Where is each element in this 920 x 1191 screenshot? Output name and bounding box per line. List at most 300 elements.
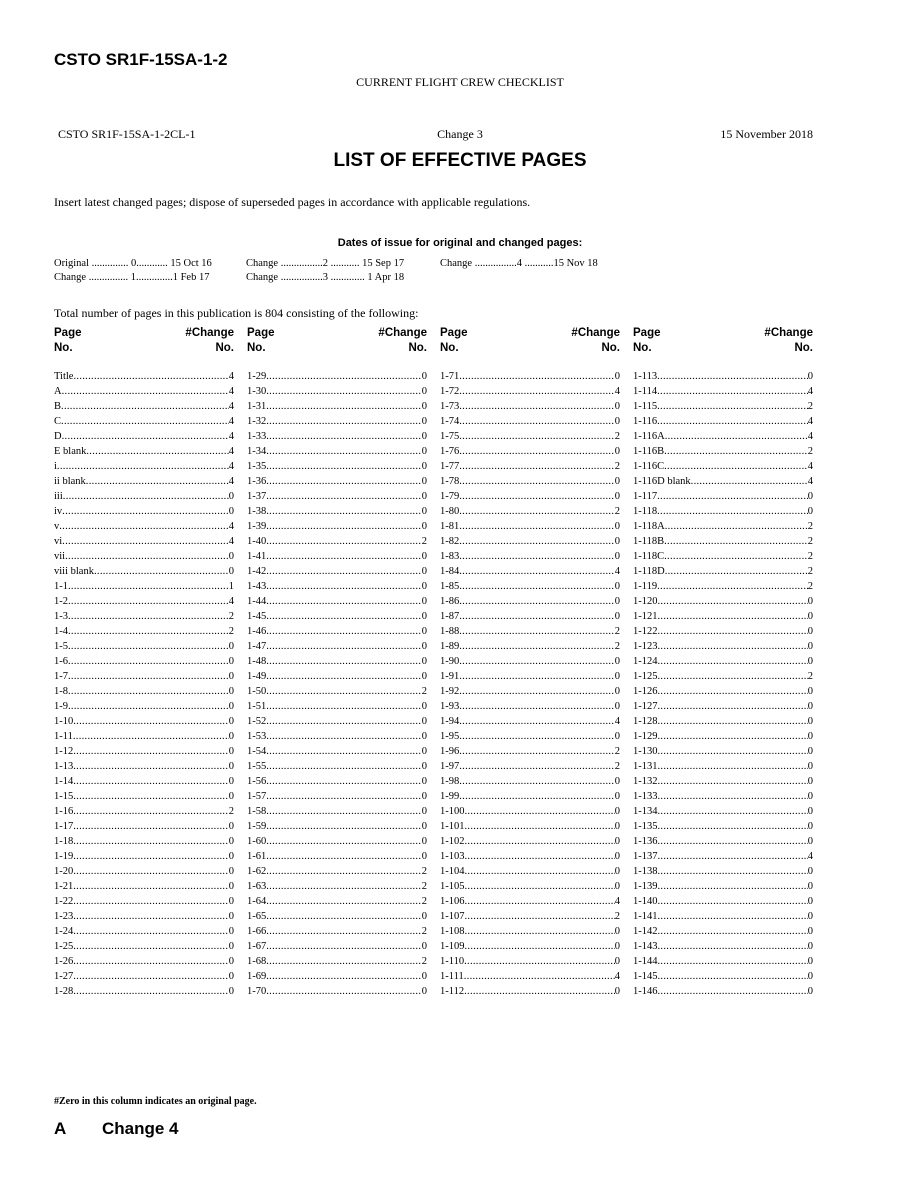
- dot-leader: [61, 399, 229, 414]
- dot-leader: [459, 444, 615, 459]
- page-footer: [54, 1119, 179, 1139]
- table-row: [54, 504, 234, 519]
- change-number: 0: [614, 596, 620, 607]
- dot-leader: [459, 759, 615, 774]
- table-row: [247, 879, 427, 894]
- change-number: 0: [807, 731, 813, 742]
- table-row: [440, 684, 620, 699]
- page-number: 1-80: [440, 506, 460, 517]
- change-number: 4: [228, 416, 234, 427]
- dot-leader: [266, 969, 422, 984]
- table-row: [54, 414, 234, 429]
- change-number: 0: [807, 971, 813, 982]
- change-number: 0: [228, 671, 234, 682]
- table-row: [54, 699, 234, 714]
- table-row: [440, 804, 620, 819]
- dot-leader: [86, 444, 228, 459]
- change-number: 0: [614, 671, 620, 682]
- table-row: [54, 759, 234, 774]
- table-row: [247, 819, 427, 834]
- table-row: [54, 579, 234, 594]
- dot-leader: [658, 924, 808, 939]
- page-number: 1-67: [247, 941, 267, 952]
- document-subtitle: CURRENT FLIGHT CREW CHECKLIST: [356, 75, 564, 89]
- table-row: [247, 939, 427, 954]
- page-number: 1-107: [440, 911, 465, 922]
- page-number: 1-133: [633, 791, 658, 802]
- change-number: 0: [421, 971, 427, 982]
- page-number: 1-102: [440, 836, 465, 847]
- table-row: [247, 654, 427, 669]
- change-number: 0: [614, 836, 620, 847]
- dot-leader: [658, 759, 808, 774]
- change-number: 0: [807, 491, 813, 502]
- dot-leader: [459, 684, 615, 699]
- change-number: 0: [807, 881, 813, 892]
- header-change-number: Change 3: [437, 127, 483, 141]
- page-column: [54, 326, 234, 999]
- page-number: 1-83: [440, 551, 460, 562]
- change-number: 0: [614, 446, 620, 457]
- change-number: 4: [228, 521, 234, 532]
- table-row: [54, 369, 234, 384]
- change-number: 0: [807, 371, 813, 382]
- column-header: [440, 326, 620, 356]
- page-number: 1-84: [440, 566, 460, 577]
- page-number: 1-57: [247, 791, 267, 802]
- page-number: 1-24: [54, 926, 74, 937]
- page-number: 1-5: [54, 641, 68, 652]
- change-number: 2: [614, 431, 620, 442]
- page-number: 1-104: [440, 866, 465, 877]
- page-title: LIST OF EFFECTIVE PAGES: [333, 150, 587, 171]
- page-number: 1-85: [440, 581, 460, 592]
- issue-date-entry: Change ................3 ............. 1 Apr 18: [246, 272, 405, 283]
- change-number: 0: [807, 866, 813, 877]
- table-row: [247, 774, 427, 789]
- change-number: 0: [228, 836, 234, 847]
- dot-leader: [459, 639, 615, 654]
- dot-leader: [465, 804, 615, 819]
- page-number: 1-77: [440, 461, 460, 472]
- change-number: 0: [614, 491, 620, 502]
- change-number: 4: [807, 416, 813, 427]
- page-number: 1-103: [440, 851, 465, 862]
- table-row: [633, 654, 813, 669]
- page-number: 1-51: [247, 701, 267, 712]
- page-number: 1-50: [247, 686, 267, 697]
- dot-leader: [68, 654, 229, 669]
- table-row: [633, 519, 813, 534]
- table-row: [54, 714, 234, 729]
- column-header: [633, 326, 813, 356]
- issue-dates-column: [54, 257, 212, 285]
- dot-leader: [73, 774, 229, 789]
- dot-leader: [657, 399, 808, 414]
- table-row: [54, 864, 234, 879]
- change-number: 0: [421, 821, 427, 832]
- table-row: [633, 489, 813, 504]
- table-row: [247, 639, 427, 654]
- table-row: [440, 489, 620, 504]
- table-row: [54, 669, 234, 684]
- dot-leader: [658, 774, 808, 789]
- page-number: 1-12: [54, 746, 74, 757]
- page-number: 1-30: [247, 386, 267, 397]
- change-number: 0: [807, 836, 813, 847]
- table-row: [440, 669, 620, 684]
- page-number: 1-55: [247, 761, 267, 772]
- dot-leader: [68, 669, 229, 684]
- table-row: [440, 789, 620, 804]
- table-row: [247, 894, 427, 909]
- page-number: iv: [54, 506, 63, 517]
- table-row: [633, 819, 813, 834]
- dot-leader: [459, 609, 615, 624]
- dot-leader: [266, 549, 422, 564]
- page-number: 1-139: [633, 881, 658, 892]
- table-row: [247, 489, 427, 504]
- table-row: [54, 534, 234, 549]
- change-number: 0: [228, 776, 234, 787]
- dot-leader: [266, 789, 422, 804]
- dot-leader: [73, 954, 229, 969]
- dot-leader: [266, 384, 422, 399]
- dot-leader: [57, 459, 229, 474]
- dot-leader: [459, 774, 615, 789]
- page-number: iii: [54, 491, 63, 502]
- page-number: 1-131: [633, 761, 658, 772]
- dot-leader: [658, 729, 808, 744]
- table-row: [247, 624, 427, 639]
- dot-leader: [459, 654, 615, 669]
- dot-leader: [465, 879, 615, 894]
- page-number: 1-118: [633, 506, 658, 517]
- dot-leader: [657, 504, 808, 519]
- page-number: 1-72: [440, 386, 460, 397]
- footer-change: Change 4: [102, 1119, 179, 1138]
- page-number: 1-4: [54, 626, 68, 637]
- dot-leader: [68, 639, 229, 654]
- table-row: [54, 399, 234, 414]
- dot-leader: [658, 699, 808, 714]
- dates-heading: Dates of issue for original and changed pages:: [337, 237, 583, 249]
- change-number: 0: [228, 791, 234, 802]
- table-row: [440, 369, 620, 384]
- dot-leader: [465, 864, 615, 879]
- page-number: C: [54, 416, 62, 427]
- dot-leader: [86, 474, 229, 489]
- dot-leader: [73, 969, 229, 984]
- page-number: 1-35: [247, 461, 267, 472]
- table-row: [633, 969, 813, 984]
- page-number: 1-11: [54, 731, 73, 742]
- column-header-change: #Change No.: [378, 327, 427, 354]
- issue-date-entry: Change ............... 1..............1 Feb 17: [54, 272, 210, 283]
- page-number: 1-23: [54, 911, 74, 922]
- change-number: 0: [807, 821, 813, 832]
- dot-leader: [68, 579, 229, 594]
- table-row: [247, 474, 427, 489]
- change-number: 0: [807, 701, 813, 712]
- dot-leader: [68, 699, 229, 714]
- dot-leader: [459, 714, 615, 729]
- page-number: 1-91: [440, 671, 460, 682]
- page-number: 1-8: [54, 686, 68, 697]
- change-number: 4: [228, 371, 234, 382]
- change-number: 0: [421, 671, 427, 682]
- table-row: [54, 594, 234, 609]
- dot-leader: [73, 804, 229, 819]
- page-number: A: [54, 386, 62, 397]
- dot-leader: [465, 909, 615, 924]
- change-number: 4: [228, 476, 234, 487]
- change-number: 0: [807, 806, 813, 817]
- total-pages-text: Total number of pages in this publication is 804 consisting of the following:: [54, 306, 419, 320]
- dot-leader: [266, 729, 422, 744]
- table-row: [440, 414, 620, 429]
- dot-leader: [266, 864, 422, 879]
- table-row: [633, 594, 813, 609]
- dot-leader: [658, 969, 808, 984]
- table-row: [633, 924, 813, 939]
- change-number: 0: [421, 596, 427, 607]
- page-number: 1-140: [633, 896, 658, 907]
- table-row: [247, 609, 427, 624]
- dot-leader: [266, 489, 422, 504]
- dot-leader: [73, 864, 229, 879]
- page-number: 1-142: [633, 926, 658, 937]
- page-number: 1-54: [247, 746, 267, 757]
- table-row: [633, 429, 813, 444]
- table-row: [247, 969, 427, 984]
- dot-leader: [665, 564, 808, 579]
- change-number: 0: [228, 911, 234, 922]
- change-number: 1: [228, 581, 234, 592]
- dot-leader: [665, 519, 808, 534]
- table-row: [440, 594, 620, 609]
- table-row: [54, 549, 234, 564]
- page-number: 1-19: [54, 851, 74, 862]
- page-number: 1-95: [440, 731, 460, 742]
- table-row: [440, 969, 620, 984]
- page-number: 1-60: [247, 836, 267, 847]
- dot-leader: [266, 519, 422, 534]
- change-number: 0: [614, 476, 620, 487]
- table-row: [54, 459, 234, 474]
- change-number: 0: [228, 986, 234, 997]
- dot-leader: [266, 594, 422, 609]
- change-number: 4: [228, 536, 234, 547]
- dot-leader: [664, 459, 808, 474]
- issue-date-entry: Change ................4 ...........15 Nov 18: [440, 258, 598, 269]
- table-row: [440, 609, 620, 624]
- dot-leader: [459, 459, 615, 474]
- page-number: 1-13: [54, 761, 74, 772]
- change-number: 0: [228, 851, 234, 862]
- table-row: [633, 474, 813, 489]
- dot-leader: [657, 369, 808, 384]
- table-row: [440, 459, 620, 474]
- table-row: [247, 534, 427, 549]
- table-row: [247, 909, 427, 924]
- dot-leader: [657, 414, 808, 429]
- dot-leader: [68, 684, 229, 699]
- table-row: [440, 879, 620, 894]
- dot-leader: [266, 924, 422, 939]
- table-row: [54, 789, 234, 804]
- change-number: 0: [228, 956, 234, 967]
- dot-leader: [62, 429, 229, 444]
- page-number: 1-105: [440, 881, 465, 892]
- page-number: 1-75: [440, 431, 460, 442]
- page-number: 1-134: [633, 806, 658, 817]
- table-row: [440, 384, 620, 399]
- page-number: 1-68: [247, 956, 267, 967]
- page-number: 1-52: [247, 716, 267, 727]
- page-number: 1-96: [440, 746, 460, 757]
- change-number: 0: [228, 746, 234, 757]
- table-row: [633, 564, 813, 579]
- change-number: 2: [421, 686, 427, 697]
- dot-leader: [73, 909, 229, 924]
- column-header-change: #Change No.: [764, 327, 813, 354]
- dot-leader: [459, 729, 615, 744]
- page-number: 1-27: [54, 971, 74, 982]
- table-row: [54, 849, 234, 864]
- dot-leader: [459, 519, 615, 534]
- change-number: 0: [228, 656, 234, 667]
- table-row: [440, 474, 620, 489]
- table-row: [54, 939, 234, 954]
- change-number: 0: [807, 656, 813, 667]
- dot-leader: [657, 384, 808, 399]
- dot-leader: [266, 714, 422, 729]
- page-number: 1-59: [247, 821, 267, 832]
- dot-leader: [73, 879, 229, 894]
- page-number: 1-1: [54, 581, 68, 592]
- change-number: 2: [614, 761, 620, 772]
- table-row: [54, 834, 234, 849]
- change-number: 0: [421, 371, 427, 382]
- dot-leader: [266, 774, 422, 789]
- dot-leader: [266, 504, 422, 519]
- page-number: 1-26: [54, 956, 74, 967]
- table-row: [247, 684, 427, 699]
- dot-leader: [73, 849, 229, 864]
- change-number: 0: [807, 596, 813, 607]
- table-row: [247, 579, 427, 594]
- dot-leader: [266, 564, 422, 579]
- page-number: 1-117: [633, 491, 658, 502]
- change-number: 0: [228, 566, 234, 577]
- dot-leader: [73, 789, 229, 804]
- table-row: [247, 924, 427, 939]
- table-row: [54, 564, 234, 579]
- change-number: 4: [614, 566, 620, 577]
- page-number: 1-46: [247, 626, 267, 637]
- dot-leader: [266, 684, 422, 699]
- dot-leader: [62, 504, 229, 519]
- table-row: [247, 714, 427, 729]
- table-row: [54, 489, 234, 504]
- dot-leader: [459, 549, 615, 564]
- table-row: [633, 504, 813, 519]
- dot-leader: [459, 744, 615, 759]
- dot-leader: [459, 429, 615, 444]
- page-column: [247, 326, 427, 999]
- table-row: [440, 864, 620, 879]
- table-row: [633, 624, 813, 639]
- table-row: [54, 474, 234, 489]
- dot-leader: [266, 474, 422, 489]
- page-number: 1-32: [247, 416, 267, 427]
- page-number: 1-143: [633, 941, 658, 952]
- page-number: 1-10: [54, 716, 74, 727]
- table-row: [54, 984, 234, 999]
- page-number: 1-44: [247, 596, 267, 607]
- dot-leader: [73, 759, 229, 774]
- dot-leader: [664, 444, 808, 459]
- change-number: 0: [228, 971, 234, 982]
- page-column: [440, 326, 620, 999]
- page-number: 1-62: [247, 866, 267, 877]
- column-header-change: #Change No.: [571, 327, 620, 354]
- dot-leader: [266, 444, 422, 459]
- change-number: 2: [807, 446, 813, 457]
- change-number: 0: [614, 731, 620, 742]
- dot-leader: [266, 414, 422, 429]
- change-number: 2: [614, 461, 620, 472]
- dot-leader: [68, 594, 229, 609]
- page-number: 1-3: [54, 611, 68, 622]
- table-row: [54, 879, 234, 894]
- page-number: 1-116A: [633, 431, 665, 442]
- dot-leader: [464, 984, 615, 999]
- change-number: 0: [807, 791, 813, 802]
- change-number: 0: [614, 956, 620, 967]
- page-number: 1-144: [633, 956, 658, 967]
- table-row: [633, 579, 813, 594]
- dot-leader: [266, 834, 422, 849]
- page-number: 1-97: [440, 761, 460, 772]
- dot-leader: [658, 864, 808, 879]
- change-number: 0: [228, 491, 234, 502]
- table-row: [440, 939, 620, 954]
- change-number: 0: [807, 986, 813, 997]
- table-row: [440, 774, 620, 789]
- page-number: 1-129: [633, 731, 658, 742]
- dot-leader: [266, 609, 422, 624]
- page-number: 1-22: [54, 896, 74, 907]
- change-number: 2: [228, 806, 234, 817]
- table-row: [54, 684, 234, 699]
- page-number: 1-42: [247, 566, 267, 577]
- change-number: 0: [421, 386, 427, 397]
- page-number: 1-113: [633, 371, 658, 382]
- page-number: 1-108: [440, 926, 465, 937]
- page-number: 1-36: [247, 476, 267, 487]
- table-row: [633, 609, 813, 624]
- page-number: 1-137: [633, 851, 658, 862]
- table-row: [440, 984, 620, 999]
- page-number: 1-74: [440, 416, 460, 427]
- dot-leader: [266, 579, 422, 594]
- change-number: 2: [807, 671, 813, 682]
- table-row: [633, 954, 813, 969]
- table-row: [633, 744, 813, 759]
- table-row: [633, 894, 813, 909]
